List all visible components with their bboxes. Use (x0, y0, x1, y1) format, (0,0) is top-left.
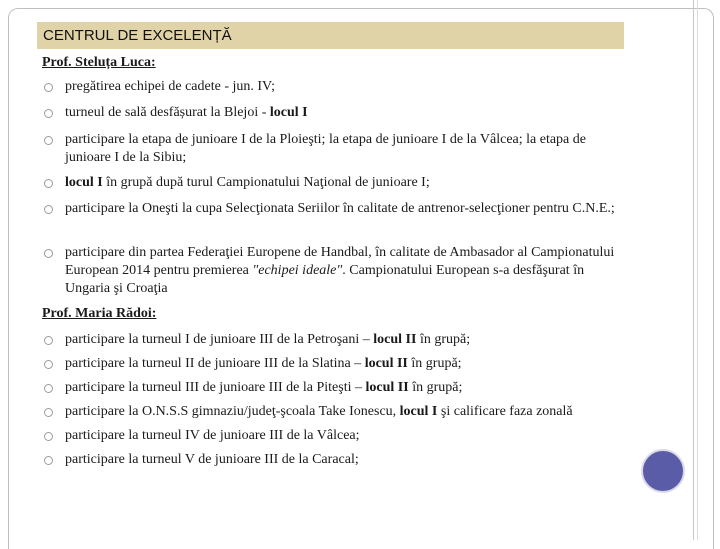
list-item (42, 427, 622, 445)
bullet-icon (44, 83, 53, 92)
item-bold-text: locul I (269, 105, 308, 120)
item-text: în grupă; (407, 356, 462, 371)
item-bold-text: locul II (364, 356, 408, 371)
bullet-icon (44, 205, 53, 214)
bullet-icon (44, 136, 53, 145)
decorative-circle-icon (641, 449, 685, 493)
list-item (42, 403, 622, 421)
list-item (42, 200, 622, 218)
bullet-icon (44, 179, 53, 188)
item-text: participare la turneul I de junioare III de la Petroşani – (65, 332, 374, 347)
list-item (42, 131, 622, 167)
list-item (42, 451, 622, 469)
list-item (42, 355, 622, 373)
bullet-icon (44, 408, 53, 417)
item-text: şi calificare faza zonală (437, 404, 573, 419)
slide-rail-inner (697, 0, 698, 540)
item-italic-text: "echipei ideale" (252, 263, 343, 278)
item-text: participare la turneul III de junioare III de la Piteşti – (65, 380, 366, 395)
item-bold-text: locul I (65, 175, 103, 190)
slide-rail (693, 0, 694, 540)
section-heading-radoi: Prof. Maria Rădoi: (42, 306, 157, 321)
item-bold-text: locul II (373, 332, 417, 347)
item-text: participare la Oneşti la cupa Selecţionata Seriilor în calitate de antrenor-selecţioner pentru C.N.E.; (65, 201, 615, 216)
list-item (42, 78, 622, 96)
item-text: . Campionatului European s-a desfăşurat în Ungaria şi Croaţia (65, 263, 585, 296)
item-text: participare din partea Federaţiei Europene de Handbal, în calitate de Ambasador al Campionatului European 2014 pentru premierea (65, 245, 615, 278)
item-text: pregătirea echipei de cadete - jun. IV; (65, 79, 276, 94)
item-text: participare la etapa de junioare I de la Ploieşti; la etapa de junioare I de la Vâlcea; la etapa de junioare I de la Sibiu; (65, 132, 586, 165)
item-text: participare la turneul II de junioare III de la Slatina – (65, 356, 365, 371)
item-text: turneul de sală desfășurat la Blejoi - (65, 105, 270, 120)
list-item (42, 244, 622, 298)
item-text: participare la O.N.S.S gimnaziu/judeţ-şcoala Take Ionescu, (65, 404, 400, 419)
bullet-icon (44, 360, 53, 369)
bullet-icon (44, 109, 53, 118)
bullet-icon (44, 384, 53, 393)
item-text: participare la turneul V de junioare III de la Caracal; (65, 452, 359, 467)
slide-title: CENTRUL DE EXCELENȚĂ (37, 22, 624, 49)
item-text: în grupă; (416, 332, 471, 347)
item-text: în grupă după turul Campionatului Naţional de junioare I; (102, 175, 430, 190)
item-bold-text: locul I (399, 404, 438, 419)
list-item (42, 379, 622, 397)
list-item (42, 174, 622, 192)
section-heading-luca: Prof. Steluța Luca: (42, 55, 156, 70)
bullet-icon (44, 456, 53, 465)
item-text: participare la turneul IV de junioare III de la Vâlcea; (65, 428, 360, 443)
item-bold-text: locul II (365, 380, 409, 395)
bullet-icon (44, 432, 53, 441)
bullet-icon (44, 336, 53, 345)
item-text: în grupă; (408, 380, 463, 395)
list-item (42, 104, 622, 122)
bullet-icon (44, 249, 53, 258)
list-item (42, 331, 622, 349)
